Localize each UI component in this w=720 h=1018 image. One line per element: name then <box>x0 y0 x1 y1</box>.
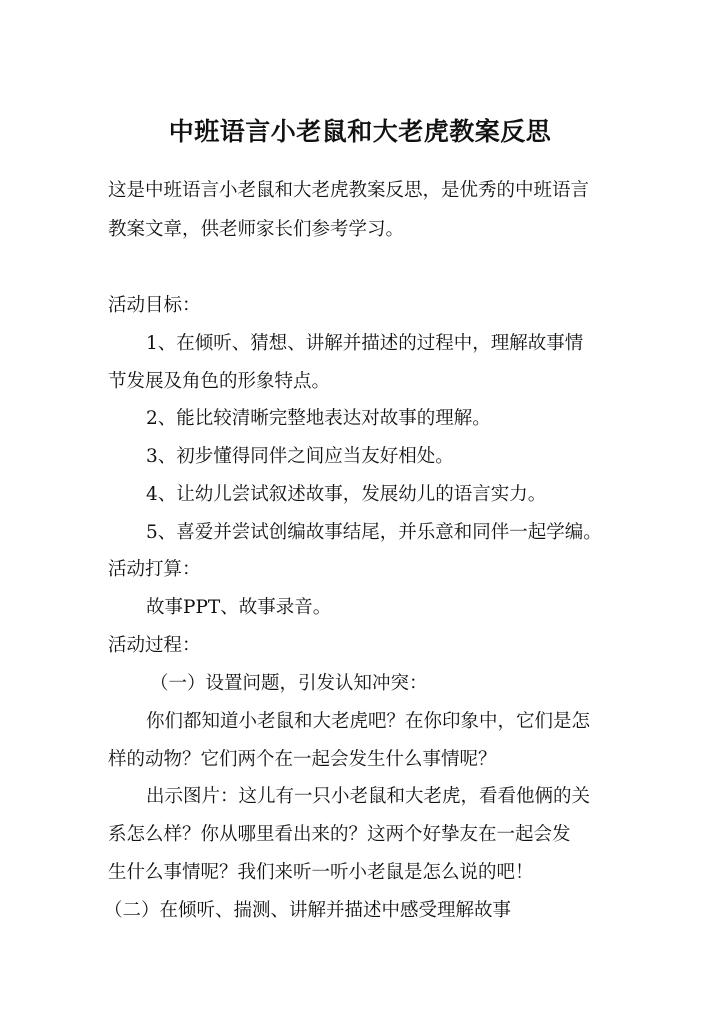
goal-item-4: 4、让幼儿尝试叙述故事，发展幼儿的语言实力。 <box>146 484 547 505</box>
goal-item-1: 1、在倾听、猜想、讲解并描述的过程中，理解故事情 <box>146 333 584 354</box>
prep-heading: 活动打算： <box>108 559 201 580</box>
intro-line-2: 教案文章，供老师家长们参考学习。 <box>108 219 405 240</box>
goal-item-3: 3、初步懂得同伴之间应当友好相处。 <box>146 446 454 467</box>
prep-text: 故事PPT、故事录音。 <box>146 597 332 618</box>
process-para-1-line-2: 样的动物？它们两个在一起会发生什么事情呢？ <box>108 749 497 770</box>
process-para-2-line-1: 出示图片：这儿有一只小老鼠和大老虎，看看他俩的关 <box>146 786 591 807</box>
process-para-2-line-2: 系怎么样？你从哪里看出来的？这两个好挚友在一起会发 <box>108 824 571 845</box>
process-step-1: （一）设置问题，引发认知冲突： <box>150 673 428 694</box>
process-para-1-line-1: 你们都知道小老鼠和大老虎吧？在你印象中，它们是怎 <box>146 711 591 732</box>
intro-line-1: 这是中班语言小老鼠和大老虎教案反思，是优秀的中班语言 <box>108 180 590 201</box>
goal-item-2: 2、能比较清晰完整地表达对故事的理解。 <box>146 408 491 429</box>
goal-item-5: 5、喜爱并尝试创编故事结尾，并乐意和同伴一起学编。 <box>146 522 602 543</box>
document-title: 中班语言小老鼠和大老虎教案反思 <box>168 117 552 146</box>
process-para-2-line-3: 生什么事情呢？我们来听一听小老鼠是怎么说的吧！ <box>108 862 534 883</box>
process-step-2: （二）在倾听、揣测、讲解并描述中感受理解故事 <box>104 900 512 921</box>
process-heading: 活动过程： <box>108 635 201 656</box>
goal-item-1-continued: 节发展及角色的形象特点。 <box>108 371 331 392</box>
goals-heading: 活动目标： <box>108 295 201 316</box>
